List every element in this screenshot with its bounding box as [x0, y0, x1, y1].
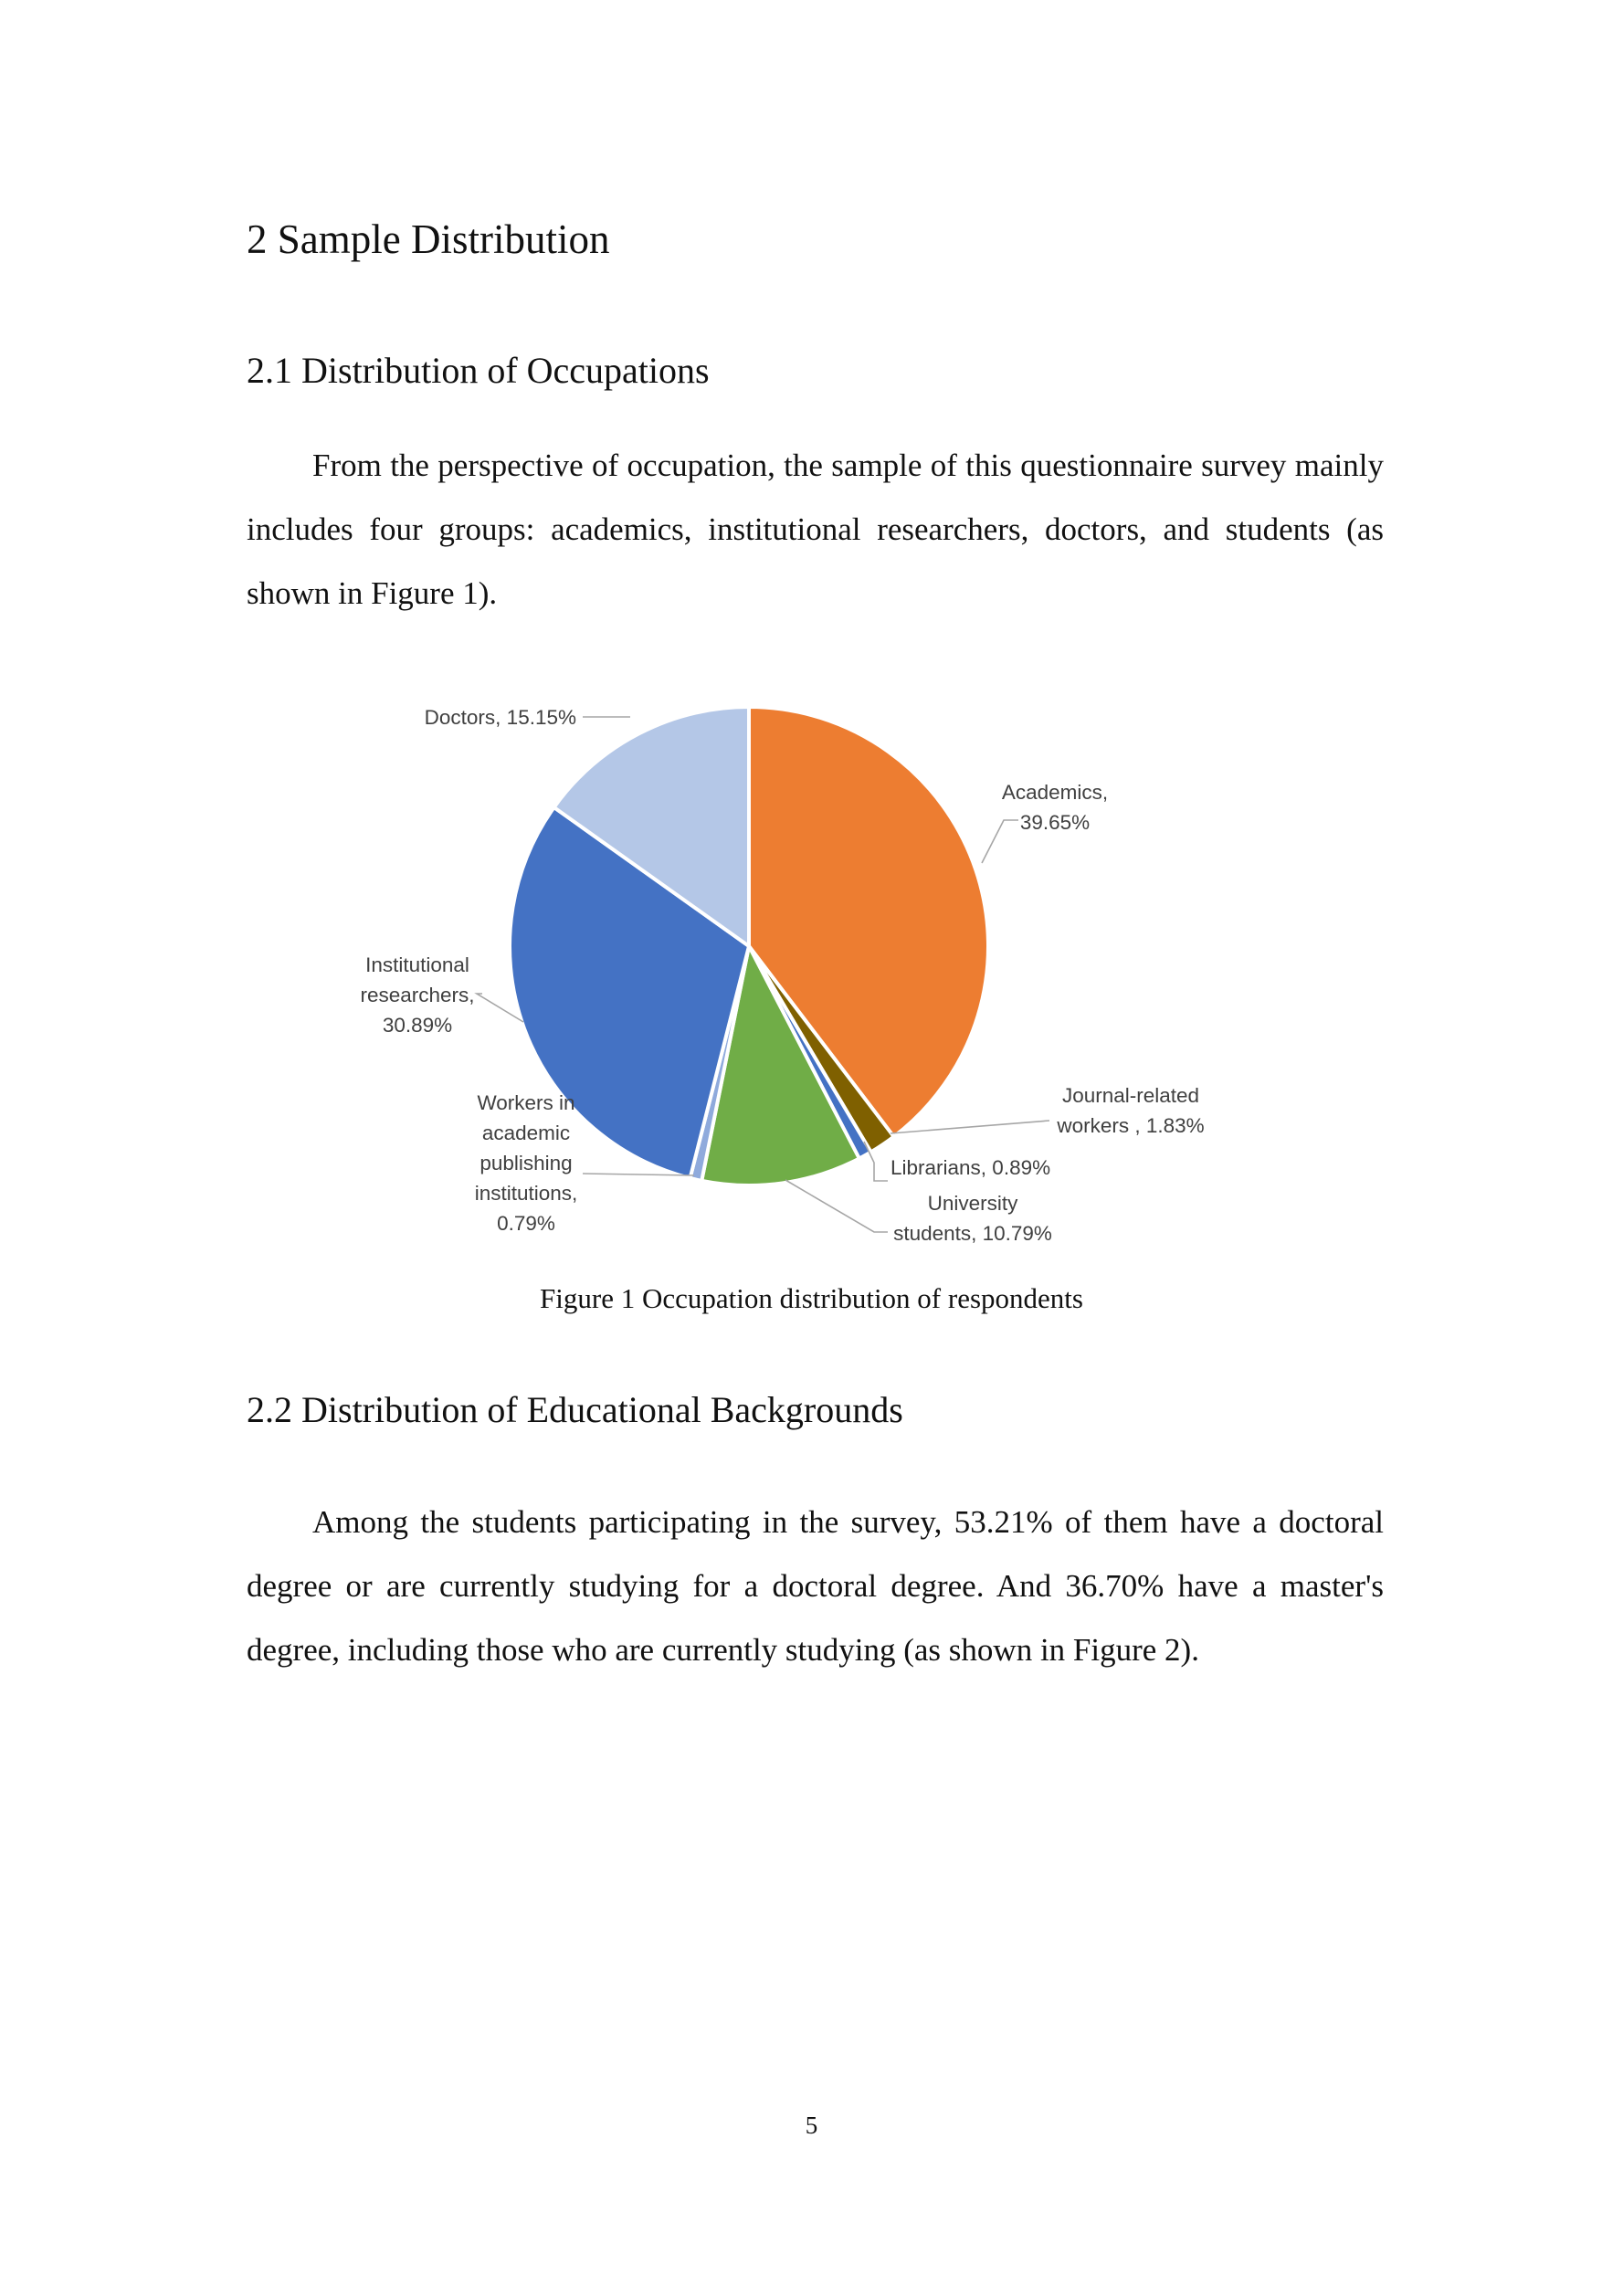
paragraph-education: Among the students participating in the survey, 53.21% of them have a doctoral degree or are currently studying for a doctoral degree. And 36.70% have a master's degree, including those who are currently studying (as shown in Figure 2).	[247, 1504, 1384, 1668]
data-label-university-students: University students, 10.79%	[893, 1192, 1052, 1245]
section-title: 2 Sample Distribution	[247, 216, 610, 262]
subsection-title-education: 2.2 Distribution of Educational Backgrounds	[247, 1389, 903, 1430]
data-label-librarians: Librarians, 0.89%	[891, 1156, 1051, 1179]
data-label-workers-in-academic-publishing-institutions: Workers in academic publishing institutions, 0.79%	[474, 1091, 578, 1235]
data-label-academics: Academics, 39.65%	[1001, 781, 1109, 834]
paragraph-occupations: From the perspective of occupation, the sample of this questionnaire survey mainly includes four groups: academics, institutional researchers, doctors, and students (as shown in Figure 1).	[247, 448, 1384, 611]
pie-slices	[510, 707, 988, 1185]
data-label-journal-related-workers: Journal-related workers , 1.83%	[1057, 1084, 1205, 1137]
figure-caption: Figure 1 Occupation distribution of respondents	[540, 1282, 1083, 1314]
page-number: 5	[805, 2112, 818, 2139]
occupation-pie-chart	[338, 683, 1288, 1268]
leader-line-academics	[982, 820, 1018, 863]
subsection-title-occupations: 2.1 Distribution of Occupations	[247, 350, 710, 391]
leader-line-journal-related-workers	[891, 1121, 1049, 1133]
data-label-doctors: Doctors, 15.15%	[424, 706, 576, 729]
leader-line-university-students	[785, 1180, 888, 1232]
data-label-institutional-researchers: Institutional researchers, 30.89%	[360, 953, 475, 1037]
